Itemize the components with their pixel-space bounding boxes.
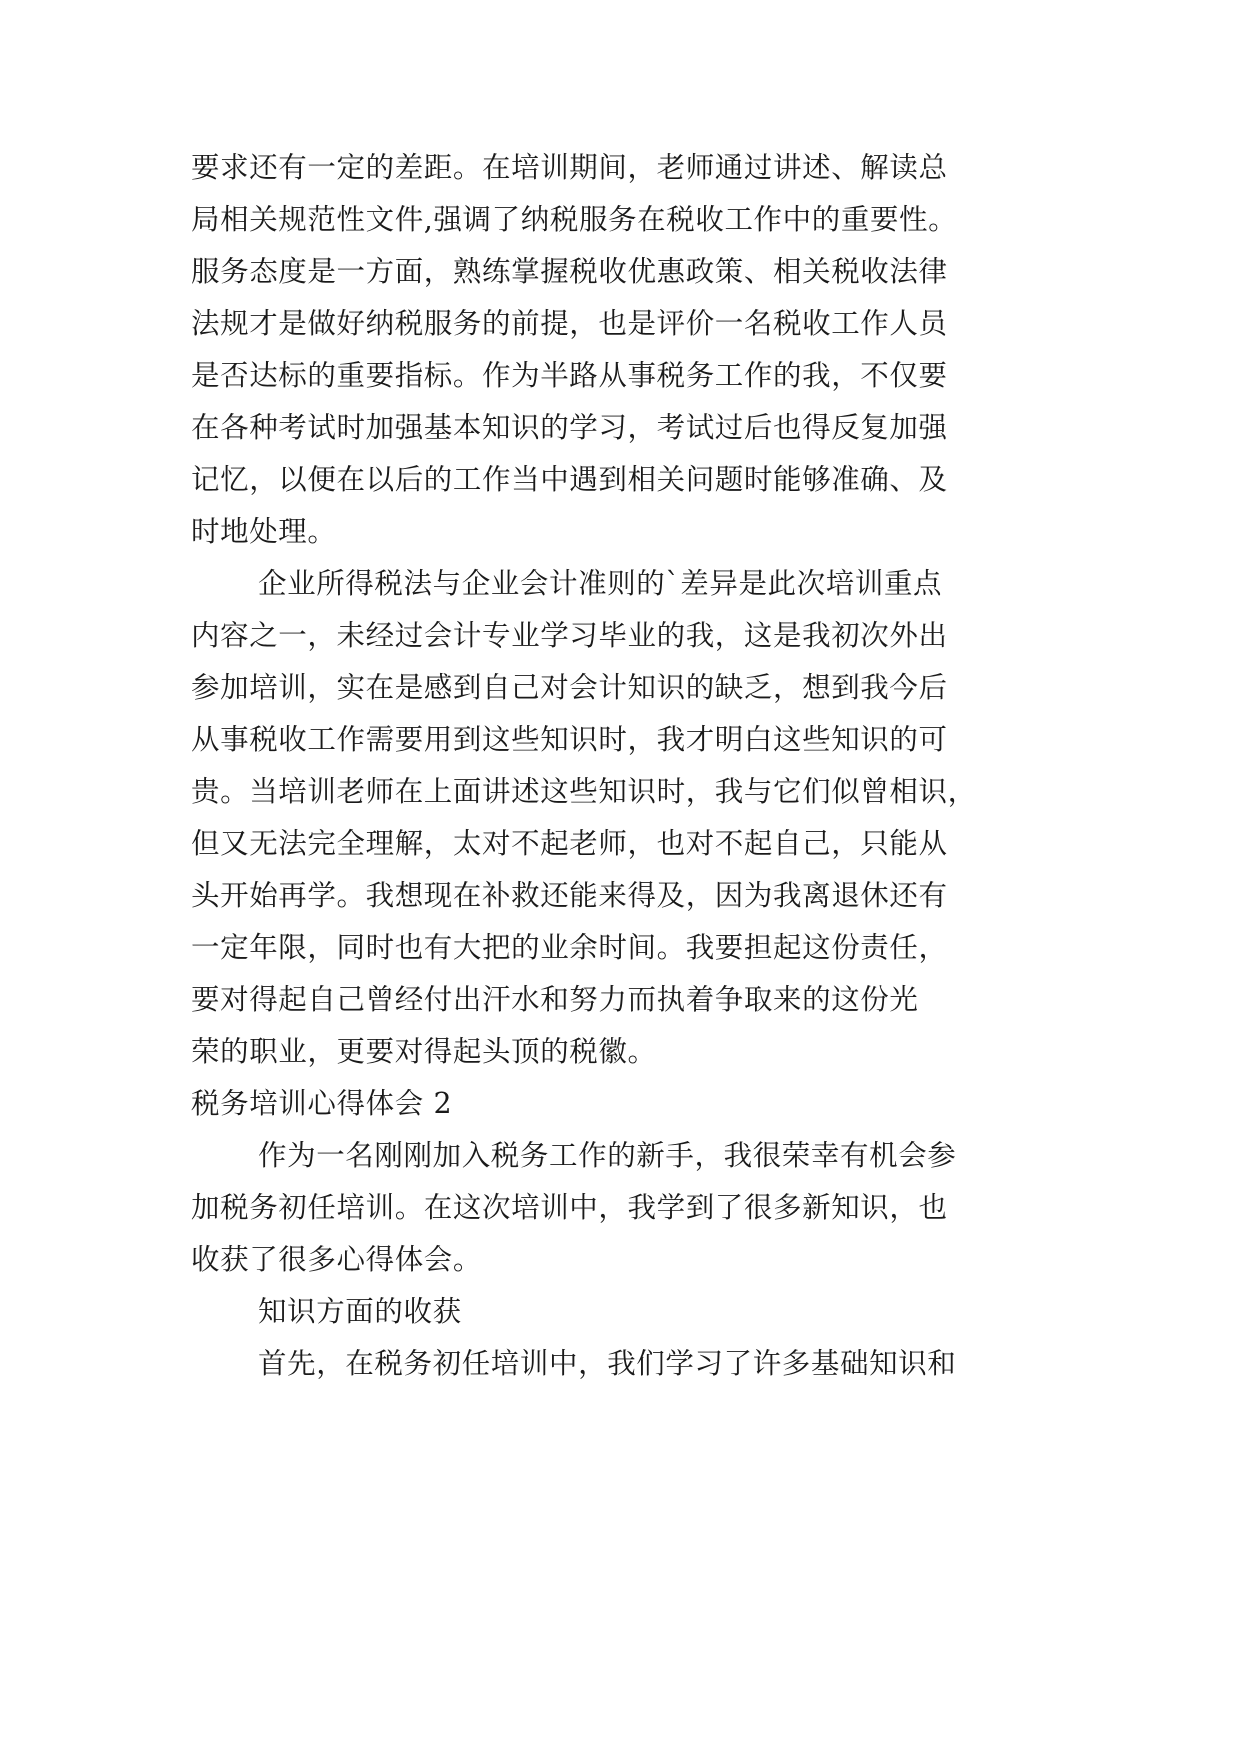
text-line: 荣的职业，更要对得起头顶的税徽。 xyxy=(191,1035,657,1068)
text-line: 服务态度是一方面，熟练掌握税收优惠政策、相关税收法律 xyxy=(191,255,948,288)
text-line: 收获了很多心得体会。 xyxy=(191,1243,483,1276)
text-line: 贵。当培训老师在上面讲述这些知识时，我与它们似曾相识， xyxy=(191,775,977,808)
text-line: 要求还有一定的差距。在培训期间，老师通过讲述、解读总 xyxy=(191,151,948,184)
text-line: 一定年限，同时也有大把的业余时间。我要担起这份责任， xyxy=(191,931,948,964)
text-line: 从事税收工作需要用到这些知识时，我才明白这些知识的可 xyxy=(191,723,948,756)
text-line: 法规才是做好纳税服务的前提，也是评价一名税收工作人员 xyxy=(191,307,948,340)
text-line: 要对得起自己曾经付出汗水和努力而执着争取来的这份光 xyxy=(191,983,919,1016)
section-heading: 税务培训心得体会 2 xyxy=(191,1087,453,1120)
text-line: 首先，在税务初任培训中，我们学习了许多基础知识和 xyxy=(258,1347,957,1380)
text-line: 头开始再学。我想现在补救还能来得及，因为我离退休还有 xyxy=(191,879,948,912)
text-line: 但又无法完全理解，太对不起老师，也对不起自己，只能从 xyxy=(191,827,948,860)
text-line: 时地处理。 xyxy=(191,515,337,548)
text-line: 记忆，以便在以后的工作当中遇到相关问题时能够准确、及 xyxy=(191,463,948,496)
text-line: 参加培训，实在是感到自己对会计知识的缺乏，想到我今后 xyxy=(191,671,948,704)
text-line: 在各种考试时加强基本知识的学习，考试过后也得反复加强 xyxy=(191,411,948,444)
subheading: 知识方面的收获 xyxy=(258,1295,462,1328)
text-line: 是否达标的重要指标。作为半路从事税务工作的我，不仅要 xyxy=(191,359,948,392)
text-line: 加税务初任培训。在这次培训中，我学到了很多新知识，也 xyxy=(191,1191,948,1224)
text-line: 作为一名刚刚加入税务工作的新手，我很荣幸有机会参 xyxy=(258,1139,957,1172)
text-line: 内容之一，未经过会计专业学习毕业的我，这是我初次外出 xyxy=(191,619,948,652)
text-line: 企业所得税法与企业会计准则的`差异是此次培训重点 xyxy=(258,567,943,600)
text-line: 局相关规范性文件,强调了纳税服务在税收工作中的重要性。 xyxy=(191,203,958,236)
